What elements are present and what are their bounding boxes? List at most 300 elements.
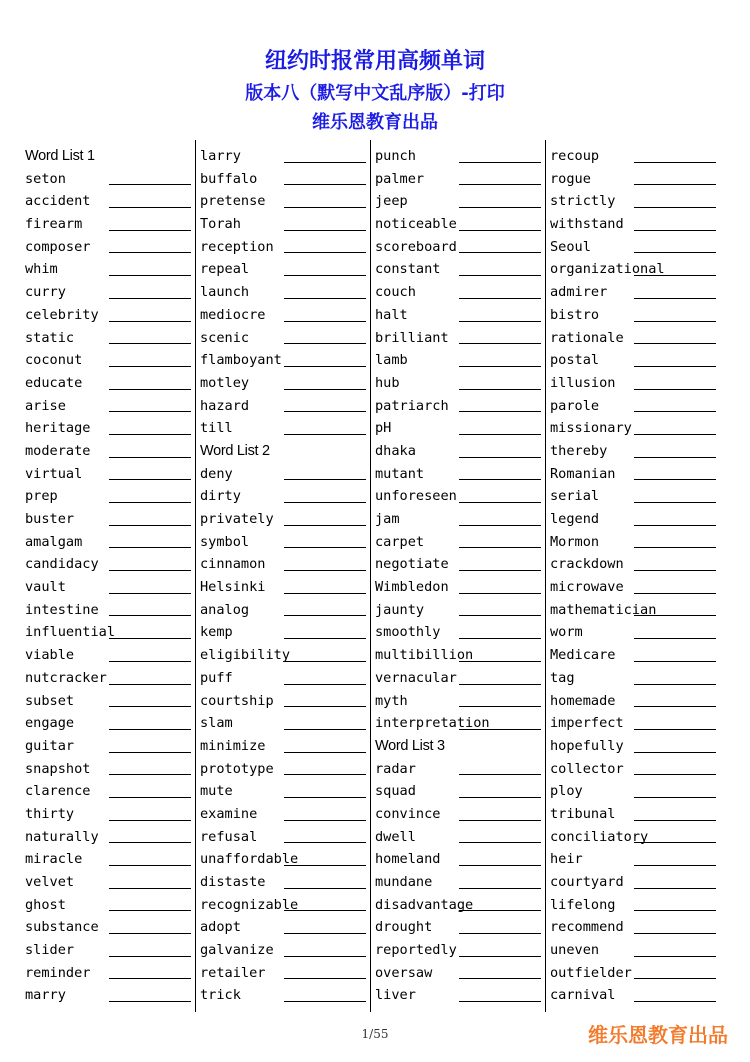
word-text: slam: [200, 715, 233, 732]
word-entry: [200, 372, 366, 395]
word-text: constant: [375, 261, 441, 278]
answer-blank: [634, 933, 716, 934]
answer-blank: [459, 820, 541, 821]
word-entry: [200, 916, 366, 939]
answer-blank: [634, 706, 716, 707]
word-text: carnival: [550, 987, 616, 1004]
word-entry: [200, 871, 366, 894]
word-entry: [375, 621, 541, 644]
word-text: punch: [375, 148, 416, 164]
word-entry: [25, 395, 191, 418]
word-text: candidacy: [25, 556, 99, 573]
word-entry: [550, 304, 716, 327]
word-entry: [375, 372, 541, 395]
word-entry: [375, 236, 541, 259]
answer-blank: [459, 434, 541, 435]
word-text: courtship: [200, 692, 274, 709]
word-text: multibillion: [375, 647, 474, 664]
word-text: organizational: [550, 261, 665, 278]
word-text: vault: [25, 579, 66, 596]
answer-blank: [109, 820, 191, 821]
word-entry: [550, 531, 716, 554]
answer-blank: [459, 457, 541, 458]
word-text: educate: [25, 374, 83, 391]
answer-blank: [284, 842, 366, 843]
word-entry: [550, 236, 716, 259]
word-text: imperfect: [550, 715, 624, 732]
word-entry: [25, 621, 191, 644]
word-text: unaffordable: [200, 851, 299, 868]
word-entry: [550, 417, 716, 440]
answer-blank: [634, 842, 716, 843]
word-text: flamboyant: [200, 352, 282, 369]
word-entry: [200, 599, 366, 622]
word-entry: [375, 894, 541, 917]
answer-blank: [634, 366, 716, 367]
answer-blank: [634, 389, 716, 390]
word-text: buster: [25, 511, 75, 527]
word-text: lifelong: [550, 896, 616, 913]
word-text: composer: [25, 238, 91, 255]
word-text: postal: [550, 352, 600, 369]
word-entry: [550, 349, 716, 372]
word-entry: [375, 281, 541, 304]
word-text: thereby: [550, 442, 608, 459]
heading-text: Word List 2: [200, 442, 270, 459]
answer-blank: [284, 479, 366, 480]
word-entry: [200, 803, 366, 826]
answer-blank: [109, 752, 191, 753]
word-text: unforeseen: [375, 488, 457, 505]
word-text: engage: [25, 715, 75, 732]
answer-blank: [634, 457, 716, 458]
word-text: carpet: [375, 533, 425, 550]
word-text: couch: [375, 284, 416, 301]
answer-blank: [634, 797, 716, 798]
word-entry: [25, 758, 191, 781]
word-entry: [200, 190, 366, 213]
word-text: lamb: [375, 352, 408, 369]
word-entry: [25, 712, 191, 735]
answer-blank: [109, 933, 191, 934]
word-entry: [375, 304, 541, 327]
answer-blank: [284, 275, 366, 276]
answer-blank: [634, 343, 716, 344]
answer-blank: [109, 457, 191, 458]
answer-blank: [109, 230, 191, 231]
word-text: adopt: [200, 919, 241, 936]
answer-blank: [634, 593, 716, 594]
word-entry: [550, 281, 716, 304]
word-text: squad: [375, 783, 416, 800]
answer-blank: [109, 797, 191, 798]
word-text: courtyard: [550, 874, 624, 890]
word-entry: [25, 508, 191, 531]
answer-blank: [284, 978, 366, 979]
word-text: slider: [25, 942, 75, 959]
word-text: tribunal: [550, 805, 616, 822]
answer-blank: [284, 343, 366, 344]
word-text: motley: [200, 374, 250, 391]
word-text: symbol: [200, 533, 250, 550]
word-text: analog: [200, 601, 250, 618]
word-text: ploy: [550, 783, 583, 800]
answer-blank: [109, 321, 191, 322]
word-text: marry: [25, 987, 66, 1004]
answer-blank: [284, 888, 366, 889]
word-text: privately: [200, 511, 274, 527]
word-text: Seoul: [550, 238, 591, 255]
word-entry: [200, 690, 366, 713]
word-entry: [550, 145, 716, 168]
word-list-heading: [25, 145, 191, 168]
answer-blank: [284, 661, 366, 662]
answer-blank: [634, 525, 716, 526]
word-entry: [550, 758, 716, 781]
word-text: homemade: [550, 692, 616, 709]
word-entry: [200, 304, 366, 327]
word-text: hazard: [200, 397, 250, 414]
word-text: brilliant: [375, 329, 449, 346]
answer-blank: [459, 525, 541, 526]
answer-blank: [634, 252, 716, 253]
word-text: launch: [200, 284, 250, 301]
word-entry: [375, 780, 541, 803]
answer-blank: [109, 547, 191, 548]
word-entry: [550, 962, 716, 985]
page-title: 纽约时报常用高频单词: [264, 49, 485, 74]
word-text: examine: [200, 805, 258, 822]
word-text: conciliatory: [550, 828, 649, 845]
word-entry: [550, 372, 716, 395]
answer-blank: [459, 343, 541, 344]
word-entry: [375, 327, 541, 350]
word-text: interpretation: [375, 715, 490, 732]
word-text: celebrity: [25, 306, 99, 323]
word-entry: [550, 916, 716, 939]
word-entry: [550, 984, 716, 1007]
word-text: repeal: [200, 261, 250, 278]
word-text: halt: [375, 306, 408, 323]
answer-blank: [284, 252, 366, 253]
word-entry: [550, 508, 716, 531]
answer-blank: [109, 978, 191, 979]
word-entry: [25, 939, 191, 962]
word-text: vernacular: [375, 669, 457, 686]
word-entry: [25, 281, 191, 304]
word-text: distaste: [200, 874, 266, 890]
word-text: snapshot: [25, 760, 91, 777]
word-text: prep: [25, 488, 58, 505]
word-text: outfielder: [550, 964, 632, 981]
word-entry: [200, 236, 366, 259]
answer-blank: [284, 411, 366, 412]
word-entry: [25, 327, 191, 350]
answer-blank: [284, 1001, 366, 1002]
word-text: illusion: [550, 374, 616, 391]
word-text: amalgam: [25, 533, 83, 550]
word-text: substance: [25, 919, 99, 936]
word-text: coconut: [25, 352, 83, 369]
word-entry: [25, 916, 191, 939]
word-column-3: [375, 145, 541, 1013]
word-text: kemp: [200, 624, 233, 641]
word-entry: [375, 871, 541, 894]
word-entry: [25, 871, 191, 894]
word-text: worm: [550, 624, 583, 641]
answer-blank: [459, 910, 541, 911]
word-entry: [200, 485, 366, 508]
word-text: seton: [25, 170, 66, 187]
word-text: dhaka: [375, 442, 416, 459]
word-entry: [550, 871, 716, 894]
word-text: arise: [25, 397, 66, 414]
answer-blank: [109, 1001, 191, 1002]
word-text: Medicare: [550, 647, 616, 664]
answer-blank: [284, 230, 366, 231]
word-text: clarence: [25, 783, 91, 800]
word-entry: [550, 168, 716, 191]
word-entry: [375, 395, 541, 418]
answer-blank: [109, 502, 191, 503]
answer-blank: [284, 752, 366, 753]
publisher-name: 维乐恩教育出品: [312, 112, 438, 133]
word-entry: [25, 440, 191, 463]
word-entry: [550, 621, 716, 644]
word-text: dirty: [200, 488, 241, 505]
word-entry: [25, 190, 191, 213]
answer-blank: [634, 230, 716, 231]
answer-blank: [459, 729, 541, 730]
answer-blank: [459, 275, 541, 276]
word-text: Helsinki: [200, 579, 266, 596]
word-entry: [375, 848, 541, 871]
answer-blank: [459, 661, 541, 662]
answer-blank: [109, 593, 191, 594]
answer-blank: [284, 547, 366, 548]
answer-blank: [634, 752, 716, 753]
word-entry: [550, 213, 716, 236]
answer-blank: [459, 865, 541, 866]
word-entry: [200, 417, 366, 440]
word-text: guitar: [25, 737, 75, 754]
word-text: admirer: [550, 284, 608, 301]
word-text: jeep: [375, 193, 408, 210]
word-entry: [375, 440, 541, 463]
word-text: heritage: [25, 420, 91, 437]
answer-blank: [284, 729, 366, 730]
answer-blank: [109, 865, 191, 866]
word-entry: [25, 349, 191, 372]
word-text: puff: [200, 669, 233, 686]
word-text: deny: [200, 465, 233, 482]
word-text: jaunty: [375, 601, 425, 618]
answer-blank: [109, 684, 191, 685]
answer-blank: [109, 298, 191, 299]
answer-blank: [284, 684, 366, 685]
word-entry: [200, 621, 366, 644]
word-entry: [25, 236, 191, 259]
word-entry: [200, 349, 366, 372]
answer-blank: [459, 1001, 541, 1002]
word-text: whim: [25, 261, 58, 278]
answer-blank: [459, 570, 541, 571]
word-entry: [200, 395, 366, 418]
word-text: homeland: [375, 851, 441, 868]
word-entry: [200, 553, 366, 576]
answer-blank: [459, 706, 541, 707]
word-entry: [375, 485, 541, 508]
word-text: reportedly: [375, 942, 457, 959]
answer-blank: [459, 298, 541, 299]
word-text: reminder: [25, 964, 91, 981]
answer-blank: [284, 184, 366, 185]
word-entry: [200, 962, 366, 985]
word-text: myth: [375, 692, 408, 709]
word-text: rationale: [550, 329, 624, 346]
word-entry: [550, 735, 716, 758]
word-text: bistro: [550, 306, 600, 323]
answer-blank: [284, 820, 366, 821]
word-text: oversaw: [375, 964, 433, 981]
answer-blank: [634, 729, 716, 730]
word-entry: [25, 644, 191, 667]
answer-blank: [459, 321, 541, 322]
answer-blank: [634, 865, 716, 866]
answer-blank: [634, 888, 716, 889]
word-text: prototype: [200, 760, 274, 777]
word-text: recoup: [550, 148, 600, 164]
word-text: virtual: [25, 465, 83, 482]
answer-blank: [634, 502, 716, 503]
word-text: naturally: [25, 828, 99, 845]
word-text: scenic: [200, 329, 250, 346]
answer-blank: [109, 956, 191, 957]
word-column-4: [550, 145, 716, 1013]
answer-blank: [459, 978, 541, 979]
answer-blank: [284, 502, 366, 503]
word-entry: [25, 304, 191, 327]
word-entry: [200, 667, 366, 690]
answer-blank: [109, 389, 191, 390]
word-entry: [25, 690, 191, 713]
word-text: subset: [25, 692, 75, 709]
answer-blank: [284, 207, 366, 208]
word-entry: [25, 780, 191, 803]
word-text: mediocre: [200, 306, 266, 323]
answer-blank: [109, 706, 191, 707]
word-text: recommend: [550, 919, 624, 936]
answer-blank: [459, 842, 541, 843]
word-text: trick: [200, 987, 241, 1004]
word-text: influential: [25, 624, 116, 641]
answer-blank: [109, 570, 191, 571]
answer-blank: [634, 479, 716, 480]
word-entry: [550, 644, 716, 667]
word-entry: [25, 984, 191, 1007]
word-entry: [25, 531, 191, 554]
word-entry: [200, 758, 366, 781]
answer-blank: [284, 570, 366, 571]
answer-blank: [634, 321, 716, 322]
word-text: curry: [25, 284, 66, 301]
word-text: dwell: [375, 828, 416, 845]
answer-blank: [284, 389, 366, 390]
word-text: negotiate: [375, 556, 449, 573]
answer-blank: [634, 547, 716, 548]
word-entry: [550, 667, 716, 690]
word-entry: [25, 894, 191, 917]
answer-blank: [284, 525, 366, 526]
word-entry: [200, 644, 366, 667]
word-entry: [375, 667, 541, 690]
word-text: scoreboard: [375, 238, 457, 255]
answer-blank: [284, 321, 366, 322]
answer-blank: [109, 343, 191, 344]
word-text: recognizable: [200, 896, 299, 913]
answer-blank: [634, 978, 716, 979]
word-entry: [25, 213, 191, 236]
word-text: eligibility: [200, 647, 291, 664]
word-text: mute: [200, 783, 233, 800]
word-text: ghost: [25, 896, 66, 913]
word-text: liver: [375, 987, 416, 1004]
word-entry: [550, 553, 716, 576]
word-entry: [25, 417, 191, 440]
answer-blank: [284, 638, 366, 639]
word-text: smoothly: [375, 624, 441, 641]
word-text: jam: [375, 511, 400, 527]
word-entry: [550, 848, 716, 871]
word-text: retailer: [200, 964, 266, 981]
word-text: minimize: [200, 737, 266, 754]
word-entry: [25, 667, 191, 690]
answer-blank: [459, 888, 541, 889]
word-text: moderate: [25, 442, 91, 459]
word-entry: [375, 962, 541, 985]
answer-blank: [634, 774, 716, 775]
word-entry: [550, 690, 716, 713]
word-entry: [375, 826, 541, 849]
word-text: palmer: [375, 170, 425, 187]
word-entry: [375, 349, 541, 372]
word-text: disadvantage: [375, 896, 474, 913]
answer-blank: [284, 910, 366, 911]
answer-blank: [459, 684, 541, 685]
answer-blank: [109, 729, 191, 730]
word-entry: [375, 531, 541, 554]
heading-text: Word List 1: [25, 148, 95, 164]
word-column-2: [200, 145, 366, 1013]
answer-blank: [109, 888, 191, 889]
word-entry: [550, 599, 716, 622]
answer-blank: [459, 366, 541, 367]
word-text: galvanize: [200, 942, 274, 959]
word-text: serial: [550, 488, 600, 505]
answer-blank: [284, 366, 366, 367]
word-entry: [375, 463, 541, 486]
word-entry: [550, 826, 716, 849]
word-text: strictly: [550, 193, 616, 210]
answer-blank: [459, 411, 541, 412]
answer-blank: [284, 774, 366, 775]
word-entry: [550, 190, 716, 213]
answer-blank: [634, 184, 716, 185]
answer-blank: [634, 638, 716, 639]
word-entry: [550, 780, 716, 803]
word-entry: [375, 712, 541, 735]
answer-blank: [284, 706, 366, 707]
